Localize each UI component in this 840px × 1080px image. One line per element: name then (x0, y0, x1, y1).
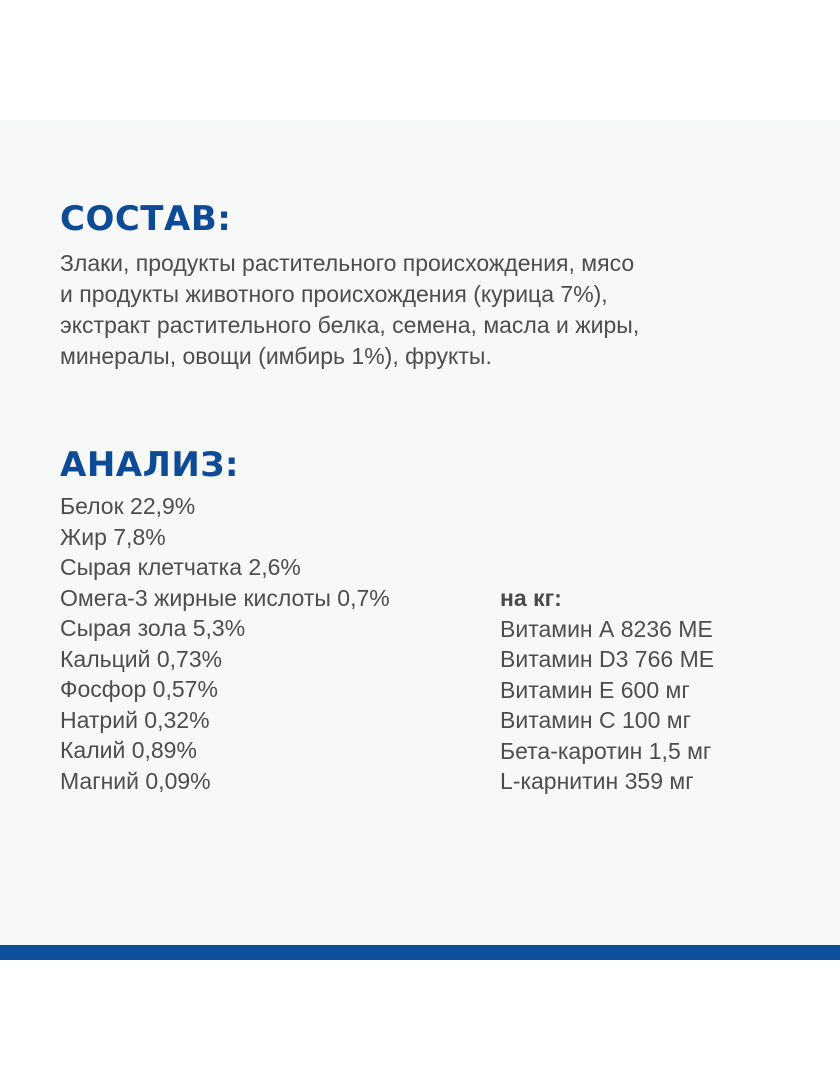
analysis-item: Натрий 0,32% (60, 706, 210, 733)
analysis-item: Омега-3 жирные кислоты 0,7% (60, 584, 390, 611)
analysis-item: Жир 7,8% (60, 523, 166, 550)
per-kg-item: Бета-каротин 1,5 мг (500, 737, 712, 764)
per-kg-item: Витамин А 8236 МЕ (500, 615, 713, 642)
composition-line: Злаки, продукты растительного происхождения, мясо (60, 250, 635, 276)
composition-line: экстракт растительного белка, семена, масла и жиры, (60, 312, 640, 338)
composition-text (60, 248, 800, 372)
per-kg-list (500, 583, 714, 797)
per-kg-item: Витамин Е 600 мг (500, 676, 690, 703)
composition-heading: СОСТАВ: (60, 199, 232, 239)
per-kg-title: на кг: (500, 585, 562, 611)
composition-line: и продукты животного происхождения (курица 7%), (60, 281, 608, 307)
per-kg-item: L-карнитин 359 мг (500, 768, 694, 794)
per-kg-item: Витамин D3 766 МЕ (500, 646, 715, 672)
analysis-item: Кальций 0,73% (60, 645, 223, 672)
analysis-list (60, 491, 390, 796)
analysis-item: Калий 0,89% (60, 737, 197, 763)
composition-line: минералы, овощи (имбирь 1%), фрукты. (60, 343, 492, 369)
analysis-item: Фосфор 0,57% (60, 676, 218, 702)
analysis-item: Сырая зола 5,3% (60, 615, 246, 641)
analysis-heading: АНАЛИЗ: (60, 445, 240, 485)
analysis-item: Белок 22,9% (60, 493, 196, 519)
analysis-item: Сырая клетчатка 2,6% (60, 554, 301, 580)
analysis-item: Магний 0,09% (60, 767, 211, 794)
per-kg-item: Витамин С 100 мг (500, 707, 691, 733)
bottom-accent-bar (0, 945, 840, 960)
